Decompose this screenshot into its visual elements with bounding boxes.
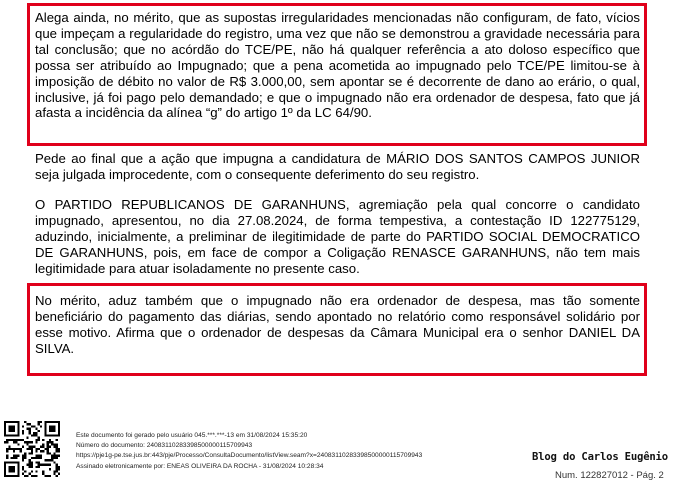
document-number-line: Número do documento: 24083110283398500000115709943 <box>76 442 253 450</box>
document-footer <box>0 415 674 499</box>
paragraph-text: Alega ainda, no mérito, que as supostas irregularidades mencionadas não configuram, de fato, vícios que impeçam a regularidade do registro, uma vez que não se demonstrou a gravidade necessária para tal conclusão; que no acórdão do TCE/PE, não há qualquer referência a ato doloso específico que possa ser atribuído ao Impugnado; que a pena acometida ao impugnado pelo TCE/PE limitou-se à imposição de débito no valor de R$ 3.000,00, sem apontar se é decorrente de dano ao erário, o qual, inclusive, já foi pago pelo demandado; e que o impugnado não era ordenador de despesa, fato que já afasta a incidência da alínea “g” do artigo 1º da LC 64/90. <box>35 10 640 121</box>
paragraph-merit-arguments <box>35 10 640 121</box>
paragraph-party-contestation <box>35 197 640 277</box>
footer-metadata <box>76 431 422 472</box>
paragraph-text: No mérito, aduz também que o impugnado não era ordenador de despesa, mas tão somente beneficiário do pagamento das diárias, sendo apontado no relatório como responsável solidário por esse motivo. Afirma que o ordenador de despesas da Câmara Municipal era o senhor DANIEL DA SILVA. <box>35 293 640 356</box>
paragraph-merit-ordering <box>35 293 640 357</box>
paragraph-final-request <box>35 151 640 183</box>
qr-code-icon[interactable] <box>4 421 60 477</box>
generated-by-line: Este documento foi gerado pelo usuário 045.***.***-13 em 31/08/2024 15:35:20 <box>76 432 308 439</box>
paragraph-text: Pede ao final que a ação que impugna a candidatura de MÁRIO DOS SANTOS CAMPOS JUNIOR seja julgada improcedente, com o consequente deferimento do seu registro. <box>35 151 640 182</box>
blog-watermark: Blog do Carlos Eugênio <box>532 451 668 463</box>
signed-by-line: Assinado eletronicamente por: ENEAS OLIVEIRA DA ROCHA - 31/08/2024 10:28:34 <box>76 462 324 470</box>
document-url-line[interactable]: https://pje1g-pe.tse.jus.br:443/pje/Processo/ConsultaDocumento/listView.seam?x=24083110283398500000115709943 <box>76 452 423 460</box>
page-number: Num. 122827012 - Pág. 2 <box>555 470 664 481</box>
paragraph-text: O PARTIDO REPUBLICANOS DE GARANHUNS, agremiação pela qual concorre o candidato impugnado, apresentou, no dia 27.08.2024, de forma tempestiva, a contestação ID 122775129, aduzindo, inicialmente, a preliminar de ilegitimidade de parte do PARTIDO SOCIAL DEMOCRATICO DE GARANHUNS, pois, em face de compor a Coligação RENASCE GARANHUNS, não tem mais legitimidade para atuar isoladamente no presente caso. <box>35 197 640 276</box>
